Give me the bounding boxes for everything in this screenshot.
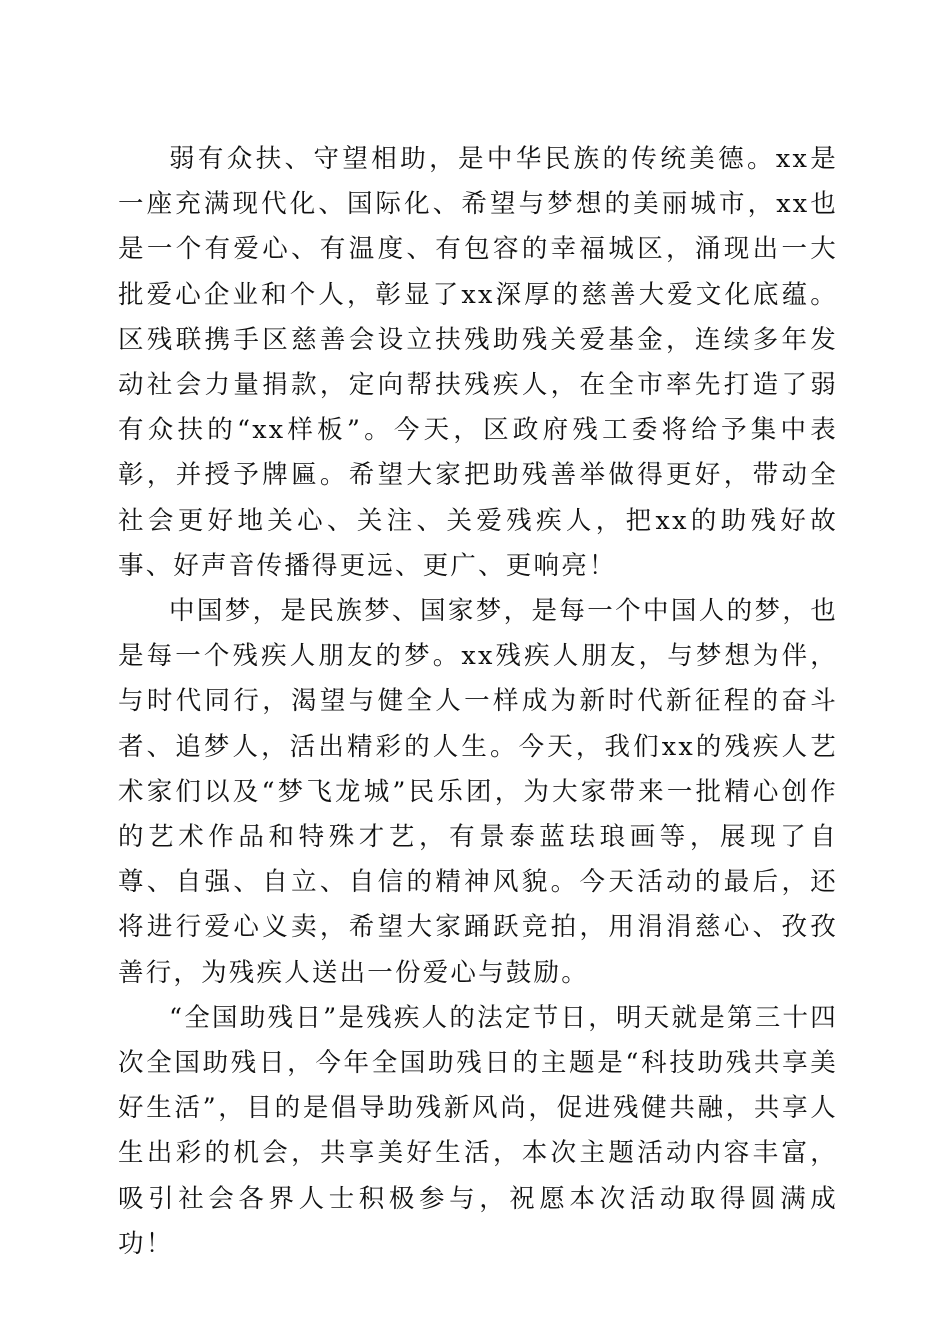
paragraph-charity: 弱有众扶、守望相助，是中华民族的传统美德。xx是一座充满现代化、国际化、希望与梦想的美丽城市，xx也是一个有爱心、有温度、有包容的幸福城区，涌现出一大批爱心企业和个人，彰显了xx深厚的慈善大爱文化底蕴。区残联携手区慈善会设立扶残助残关爱基金，连续多年发动社会力量捐款，定向帮扶残疾人，在全市率先打造了弱有众扶的“xx样板”。今天，区政府残工委将给予集中表彰，并授予牌匾。希望大家把助残善举做得更好，带动全社会更好地关心、关注、关爱残疾人，把xx的助残好故事、好声音传播得更远、更广、更响亮！ (118, 144, 838, 581)
document-body (118, 137, 838, 1267)
paragraph-disability-day: “全国助残日”是残疾人的法定节日，明天就是第三十四次全国助残日，今年全国助残日的主题是“科技助残共享美好生活”，目的是倡导助残新风尚，促进残健共融，共享人生出彩的机会，共享美好生活，本次主题活动内容丰富，吸引社会各界人士积极参与，祝愿本次活动取得圆满成功！ (118, 1002, 838, 1259)
paragraph-china-dream: 中国梦，是民族梦、国家梦，是每一个中国人的梦，也是每一个残疾人朋友的梦。xx残疾人朋友，与梦想为伴，与时代同行，渴望与健全人一样成为新时代新征程的奋斗者、追梦人，活出精彩的人生。今天，我们xx的残疾人艺术家们以及“梦飞龙城”民乐团，为大家带来一批精心创作的艺术作品和特殊才艺，有景泰蓝珐琅画等，展现了自尊、自强、自立、自信的精神风貌。今天活动的最后，还将进行爱心义卖，希望大家踊跃竞拍，用涓涓慈心、孜孜善行，为残疾人送出一份爱心与鼓励。 (118, 596, 838, 988)
